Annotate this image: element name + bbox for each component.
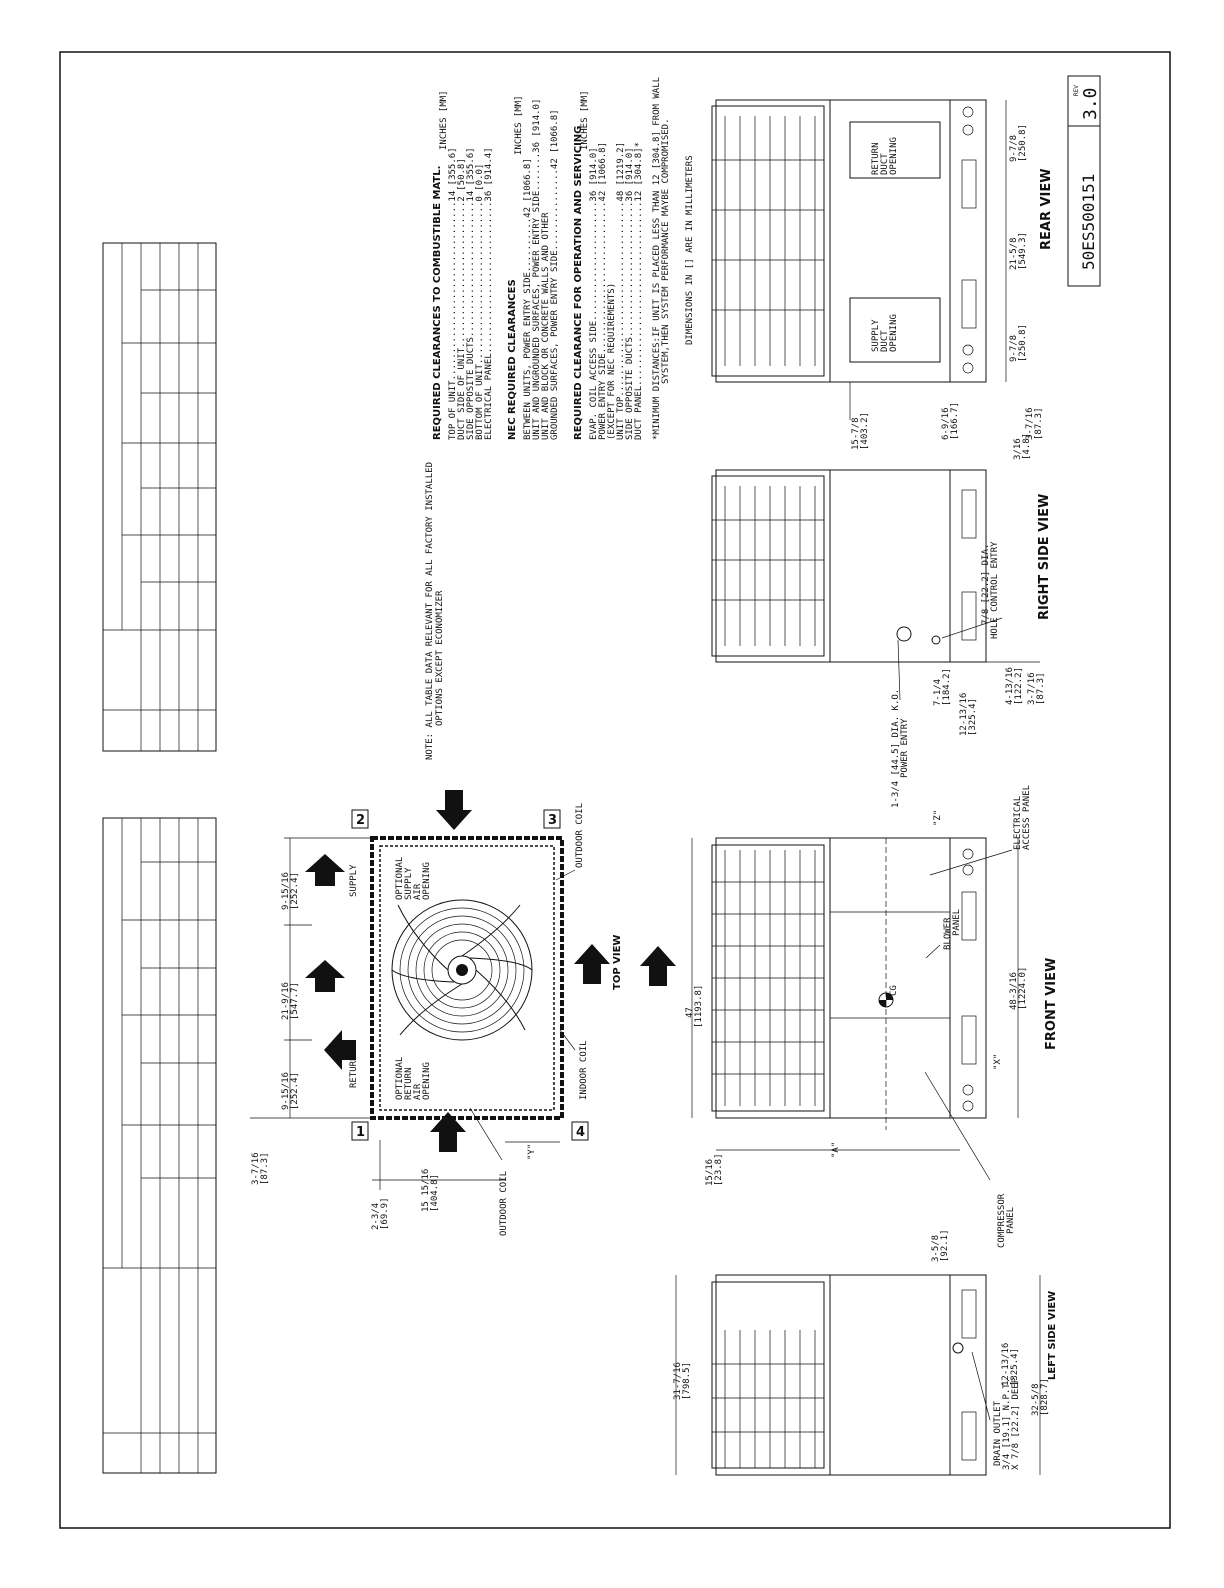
service-row: POWER ENTRY SIDE............................42 [1066.8] [598,141,608,440]
combustible-row: BOTTOM OF UNIT..............................0 [0.0] [475,163,485,440]
svg-text:OPTIONAL: OPTIONAL [395,856,405,900]
combustible-row: DUCT SIDE OF UNIT...........................2 [50.8] [457,158,467,440]
service-row: SIDE OPPOSITE DUCTS.........................36 [914.0] [625,147,635,440]
control-entry-hole [932,636,940,644]
svg-text:3-7/16: 3-7/16 [1027,672,1037,705]
front-view [685,785,1059,1248]
nec-row: UNIT AND UNGROUNDED SURFACES, POWER ENTRY SIDE.......36 [914.0] [532,98,542,440]
nec-row: GROUNDED SURFACES, POWER ENTRY SIDE...............42 [1066.8] [550,109,560,440]
supply-opening-label [871,314,899,352]
svg-text:[122.2]: [122.2] [1014,667,1024,705]
top-view [250,790,676,1236]
svg-text:9-7/8: 9-7/8 [1009,134,1019,162]
service-row: DUCT PANEL..................................12 [304.8]* [634,141,644,440]
optional-supply-opening-label [395,857,432,900]
drain-outlet [953,1343,963,1353]
svg-text:[549.3]: [549.3] [1018,232,1028,270]
svg-text:3-7/16: 3-7/16 [1025,407,1035,440]
svg-text:ELECTRICAL: ELECTRICAL [1013,795,1023,850]
svg-text:"Y": "Y" [527,1143,537,1160]
svg-text:ACCESS PANEL: ACCESS PANEL [1022,784,1032,850]
svg-text:OPENING: OPENING [422,1062,432,1100]
coil-grille [712,850,824,1106]
svg-text:[4.8]: [4.8] [1022,432,1032,460]
svg-text:RETURN: RETURN [871,142,881,175]
power-entry-knockout [897,627,911,641]
svg-text:31-7/16: 31-7/16 [673,1362,683,1400]
svg-text:CG: CG [889,985,899,996]
corner-label: 1 [356,1125,366,1140]
svg-text:3-7/16: 3-7/16 [251,1152,261,1185]
svg-text:[828.7]: [828.7] [1040,1378,1050,1416]
front-view-title: FRONT VIEW [1044,957,1059,1050]
svg-text:[250.8]: [250.8] [1018,124,1028,162]
svg-text:[1193.8]: [1193.8] [694,984,704,1028]
combustible-row: ELECTRICAL PANEL............................36 [914.4] [484,147,494,440]
svg-text:[92.1]: [92.1] [940,1229,950,1262]
compressor-panel-label [997,1193,1016,1248]
svg-text:[23.8]: [23.8] [714,1153,724,1186]
optional-return-opening-label [395,1057,432,1100]
svg-text:OPENING: OPENING [422,862,432,900]
right-side-view [712,433,1052,808]
svg-text:[87.3]: [87.3] [1036,672,1046,705]
svg-text:[325.4]: [325.4] [968,698,978,736]
svg-text:4-13/16: 4-13/16 [1005,667,1015,705]
service-units: INCHES [MM] [580,90,590,150]
svg-text:12-13/16: 12-13/16 [1001,1342,1011,1386]
combustible-row: TOP OF UNIT.................................14 [355.6] [448,147,458,440]
svg-text:[798.5]: [798.5] [682,1362,692,1400]
drawing-number: 50ES500151 [1079,173,1098,270]
nec-title: NEC REQUIRED CLEARANCES [507,279,518,440]
outdoor-coil-label: OUTDOOR COIL [575,802,585,868]
corner-label: 3 [548,813,558,828]
left-view-title: LEFT SIDE VIEW [1047,1290,1058,1380]
svg-text:[166.7]: [166.7] [950,402,960,440]
rev-label: REV [1073,85,1080,96]
combustible-units: INCHES [MM] [439,90,449,150]
rear-view-outline [716,100,986,382]
blower-panel-label [943,909,962,950]
svg-text:PANEL: PANEL [1006,1206,1016,1234]
svg-text:COMPRESSOR: COMPRESSOR [997,1193,1007,1248]
svg-text:DUCT: DUCT [880,153,890,175]
supply-label: SUPPLY [349,864,359,897]
service-row: EVAP. COIL ACCESS SIDE......................36 [914.0] [589,147,599,440]
right-view-title: RIGHT SIDE VIEW [1037,493,1052,620]
svg-text:[87.3]: [87.3] [260,1152,270,1185]
electrical-access-label [1013,785,1032,850]
svg-text:[69.9]: [69.9] [380,1197,390,1230]
rear-view [712,100,1054,450]
outdoor-coil-label-2: OUTDOOR COIL [499,1170,509,1236]
svg-text:32-5/8: 32-5/8 [1031,1383,1041,1416]
service-row: UNIT TOP....................................48 [1219.2] [616,141,626,440]
corner-label: 4 [576,1125,586,1140]
svg-text:[87.3]: [87.3] [1034,407,1044,440]
svg-text:[184.2]: [184.2] [942,668,952,706]
svg-text:[250.8]: [250.8] [1018,324,1028,362]
clearance-footnote-1: *MINIMUM DISTANCES:IF UNIT IS PLACED LESS THAN 12 [304.8] FROM WALL [652,76,662,440]
svg-text:[404.8]: [404.8] [430,1174,440,1212]
svg-text:[325.4]: [325.4] [1010,1348,1020,1386]
corner-label: 2 [356,813,366,828]
svg-text:POWER ENTRY: POWER ENTRY [900,718,910,778]
note-line-1: NOTE: ALL TABLE DATA RELEVANT FOR ALL FACTORY INSTALLED [425,461,435,760]
svg-text:7/8 [22.2] DIA.: 7/8 [22.2] DIA. [981,543,991,625]
svg-text:DRAIN OUTLET: DRAIN OUTLET [993,1400,1003,1466]
svg-text:RETURN: RETURN [404,1067,414,1100]
svg-text:AIR: AIR [413,1083,423,1100]
supply-arrow [305,854,345,886]
svg-text:[252.4]: [252.4] [290,872,300,910]
top-view-title: TOP VIEW [612,934,623,990]
svg-text:15-7/8: 15-7/8 [851,417,861,450]
svg-text:SUPPLY: SUPPLY [404,867,414,900]
svg-text:15 15/16: 15 15/16 [421,1168,431,1212]
svg-text:21-9/16: 21-9/16 [281,982,291,1020]
return-label: RETURN [349,1055,359,1088]
svg-text:3-5/8: 3-5/8 [931,1234,941,1262]
svg-text:21-5/8: 21-5/8 [1009,237,1019,270]
svg-text:3/16: 3/16 [1013,438,1023,460]
svg-text:9-15/16: 9-15/16 [281,1072,291,1110]
svg-text:"X": "X" [993,1053,1003,1070]
svg-text:9-15/16: 9-15/16 [281,872,291,910]
right-view-outline [716,470,986,662]
svg-text:15/16: 15/16 [705,1158,715,1186]
clearance-block [432,77,695,440]
dimensions-note: DIMENSIONS IN [] ARE IN MILLIMETERS [685,155,695,345]
svg-text:2-3/4: 2-3/4 [371,1202,381,1230]
svg-text:AIR: AIR [413,883,423,900]
svg-text:[403.2]: [403.2] [860,412,870,450]
svg-text:48-3/16: 48-3/16 [1009,972,1019,1010]
svg-text:OPENING: OPENING [889,137,899,175]
rev-value: 3.0 [1080,87,1101,120]
svg-text:47: 47 [685,1007,695,1018]
svg-text:[547.7]: [547.7] [290,982,300,1020]
left-side-view [673,1229,1058,1475]
spec-table-upper [103,243,216,751]
sheet-border [60,52,1170,1528]
svg-text:X 7/8 [22.2] DEEP: X 7/8 [22.2] DEEP [1011,1377,1021,1470]
svg-text:9-7/8: 9-7/8 [1009,334,1019,362]
svg-text:[252.4]: [252.4] [290,1072,300,1110]
svg-text:7-1/4: 7-1/4 [933,678,943,706]
svg-text:6-9/16: 6-9/16 [941,407,951,440]
drain-outlet-label [993,1377,1021,1470]
svg-text:PANEL: PANEL [952,908,962,936]
indoor-coil-label: INDOOR COIL [579,1040,589,1100]
left-view-outline [716,1275,986,1475]
svg-text:"Z": "Z" [933,809,943,826]
service-title: REQUIRED CLEARANCE FOR OPERATION AND SERVICING [573,125,584,440]
svg-text:OPENING: OPENING [889,314,899,352]
svg-text:BLOWER: BLOWER [943,917,953,950]
power-entry-label [891,689,910,808]
nec-row: UNIT AND BLOCK OR CONCRETE WALLS AND OTHER [541,212,551,440]
svg-text:SUPPLY: SUPPLY [871,319,881,352]
title-block [1068,76,1101,286]
return-opening-label [871,137,899,175]
clearance-footnote-2: SYSTEM,THEN SYSTEM PERFORMANCE MAYBE COMPROMISED. [661,118,671,384]
spec-table-lower [103,818,216,1473]
service-row: (EXCEPT FOR NEC REQUIREMENTS) [607,282,617,440]
note-block [425,462,445,760]
svg-text:1-3/4 [44.5] DIA. K.O.: 1-3/4 [44.5] DIA. K.O. [891,688,901,808]
combustible-title: REQUIRED CLEARANCES TO COMBUSTIBLE MATL. [432,165,443,440]
svg-text:DUCT: DUCT [880,330,890,352]
combustible-row: SIDE OPPOSITE DUCTS.........................14 [355.6] [466,147,476,440]
svg-text:OPTIONAL: OPTIONAL [395,1056,405,1100]
svg-text:12-13/16: 12-13/16 [959,692,969,736]
rear-view-title: REAR VIEW [1039,168,1054,250]
nec-units: INCHES [MM] [514,95,524,155]
svg-text:HOLE CONTROL ENTRY: HOLE CONTROL ENTRY [990,541,1000,639]
note-line-2: OPTIONS EXCEPT ECONOMIZER [435,590,445,726]
svg-text:[1224.0]: [1224.0] [1018,966,1028,1010]
svg-text:"A": "A" [831,1141,841,1158]
nec-row: BETWEEN UNITS, POWER ENTRY SIDE..........42 [1066.8] [523,158,533,440]
svg-text:3/4 [19.1] N.P.T.: 3/4 [19.1] N.P.T. [1002,1377,1012,1470]
